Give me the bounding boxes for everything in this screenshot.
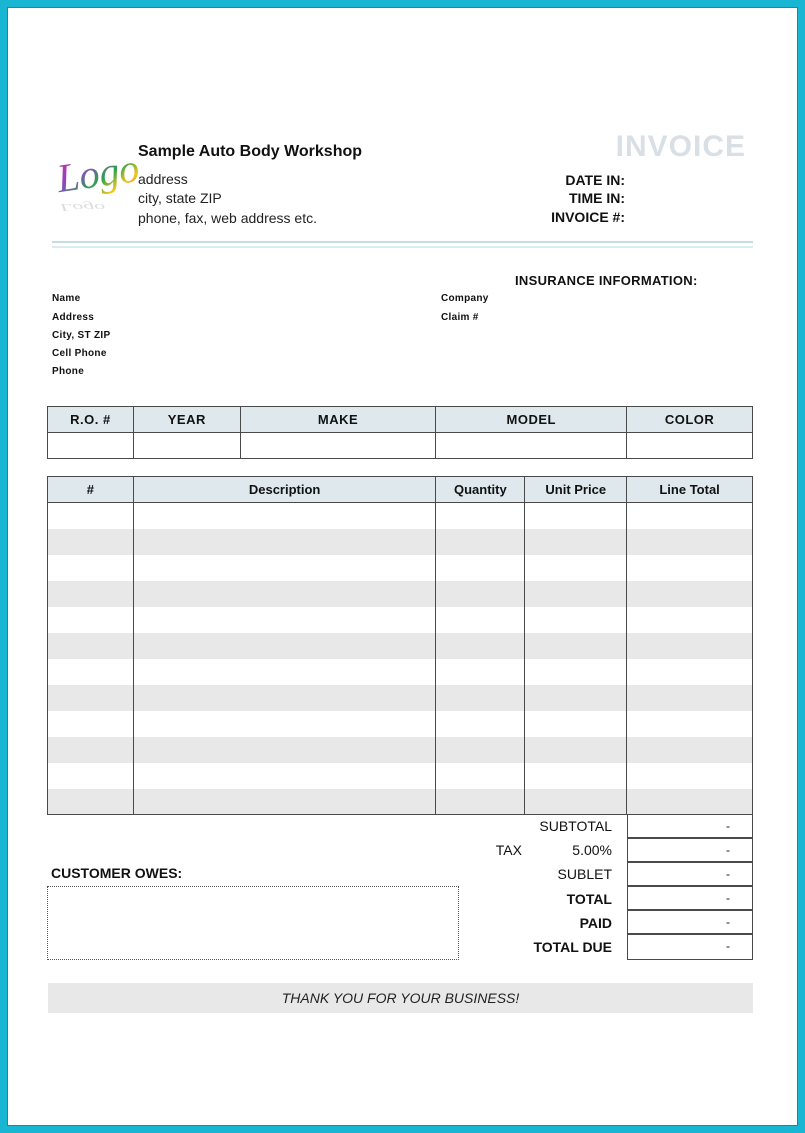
insurance-company-label: Company [441,293,489,304]
business-name: Sample Auto Body Workshop [138,143,363,160]
business-address: address [138,171,188,187]
total-label: TOTAL [566,891,612,907]
sublet-label: SUBLET [557,866,612,882]
vehicle-color-cell[interactable] [627,433,753,459]
paid-label: PAID [579,915,612,931]
table-row[interactable] [48,581,753,607]
vehicle-header-model: MODEL [436,407,627,433]
items-header-quantity: Quantity [436,477,525,503]
subtotal-label: SUBTOTAL [539,818,612,834]
paid-value[interactable]: - [627,910,753,934]
logo-icon [52,142,142,220]
table-row[interactable] [48,633,753,659]
svg-text:Logo: Logo [60,201,106,214]
invoice-number-label: INVOICE #: [551,209,625,225]
total-due-label: TOTAL DUE [533,939,612,955]
vehicle-header-ro: R.O. # [48,407,134,433]
insurance-heading: INSURANCE INFORMATION: [515,273,698,288]
table-row[interactable] [48,685,753,711]
thank-you-banner: THANK YOU FOR YOUR BUSINESS! [48,983,753,1013]
invoice-title: INVOICE [615,130,746,163]
subtotal-value[interactable]: - [627,814,753,838]
table-row[interactable] [48,555,753,581]
svg-text:Logo: Logo [54,145,142,202]
vehicle-table [47,406,753,459]
table-row[interactable] [48,659,753,685]
customer-phone-label: Phone [52,366,85,377]
header-divider [52,241,753,243]
vehicle-model-cell[interactable] [436,433,627,459]
table-row[interactable] [48,503,753,529]
table-row[interactable] [48,607,753,633]
vehicle-header-row [48,407,753,433]
line-items-table [47,476,753,815]
insurance-claim-label: Claim # [441,312,479,323]
total-due-value[interactable]: - [627,934,753,960]
vehicle-year-cell[interactable] [133,433,240,459]
total-value[interactable]: - [627,886,753,910]
customer-city-label: City, ST ZIP [52,330,111,341]
vehicle-header-make: MAKE [240,407,436,433]
items-header-unit-price: Unit Price [525,477,627,503]
vehicle-ro-cell[interactable] [48,433,134,459]
date-in-label: DATE IN: [565,172,625,188]
items-header-line-total: Line Total [627,477,753,503]
header-divider-2 [52,246,753,248]
items-header-row [48,477,753,503]
customer-owes-box[interactable] [47,886,459,960]
tax-label: TAX [495,842,522,858]
table-row[interactable] [48,737,753,763]
business-city-state-zip: city, state ZIP [138,190,222,206]
items-header-description: Description [133,477,436,503]
vehicle-header-year: YEAR [133,407,240,433]
table-row[interactable] [48,763,753,789]
customer-address-label: Address [52,312,95,323]
sublet-value[interactable]: - [627,862,753,886]
vehicle-make-cell[interactable] [240,433,436,459]
customer-name-label: Name [52,293,81,304]
table-row[interactable] [48,789,753,815]
tax-rate: 5.00% [572,842,612,858]
vehicle-row [48,433,753,459]
time-in-label: TIME IN: [569,190,625,206]
table-row[interactable] [48,711,753,737]
customer-cell-label: Cell Phone [52,348,107,359]
customer-owes-label: CUSTOMER OWES: [51,865,183,881]
tax-value[interactable]: - [627,838,753,862]
table-row[interactable] [48,529,753,555]
items-header-number: # [48,477,134,503]
business-contact: phone, fax, web address etc. [138,210,317,226]
vehicle-header-color: COLOR [627,407,753,433]
